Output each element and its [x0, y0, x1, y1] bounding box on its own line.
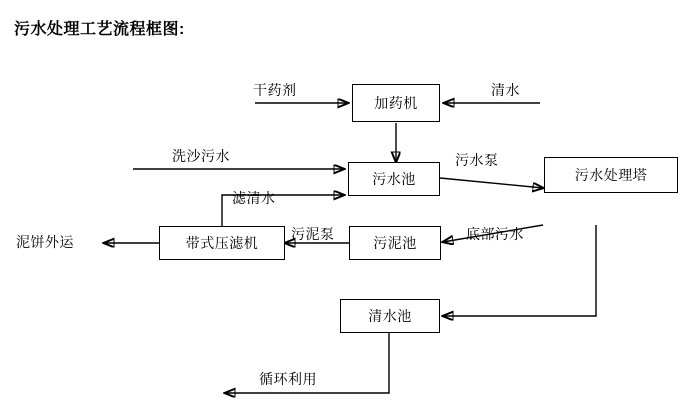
wire-sewage-pool-to-tower: [440, 178, 543, 188]
label-filtrate-clear-water: 滤清水: [232, 190, 276, 206]
label-dry-agent: 干药剂: [253, 82, 297, 98]
label-sewage-pump: 污水泵: [455, 152, 499, 168]
node-sludge-pool[interactable]: 污泥池: [349, 226, 441, 260]
label-mud-cake-output: 泥饼外运: [16, 234, 74, 250]
node-clean-water-pool[interactable]: 清水池: [340, 299, 440, 333]
node-sewage-pool[interactable]: 污水池: [348, 162, 440, 196]
label-clean-water-in: 清水: [491, 82, 520, 98]
node-dosing-machine[interactable]: 加药机: [352, 84, 440, 122]
label-sand-washing-sewage: 洗沙污水: [172, 148, 230, 164]
page-title: 污水处理工艺流程框图:: [14, 21, 185, 38]
label-recycle-use: 循环利用: [259, 371, 317, 387]
node-sewage-treatment-tower[interactable]: 污水处理塔: [544, 157, 678, 193]
node-belt-filter-press[interactable]: 带式压滤机: [159, 226, 285, 260]
label-sludge-pump: 污泥泵: [291, 226, 335, 242]
label-bottom-sewage: 底部污水: [466, 226, 524, 242]
